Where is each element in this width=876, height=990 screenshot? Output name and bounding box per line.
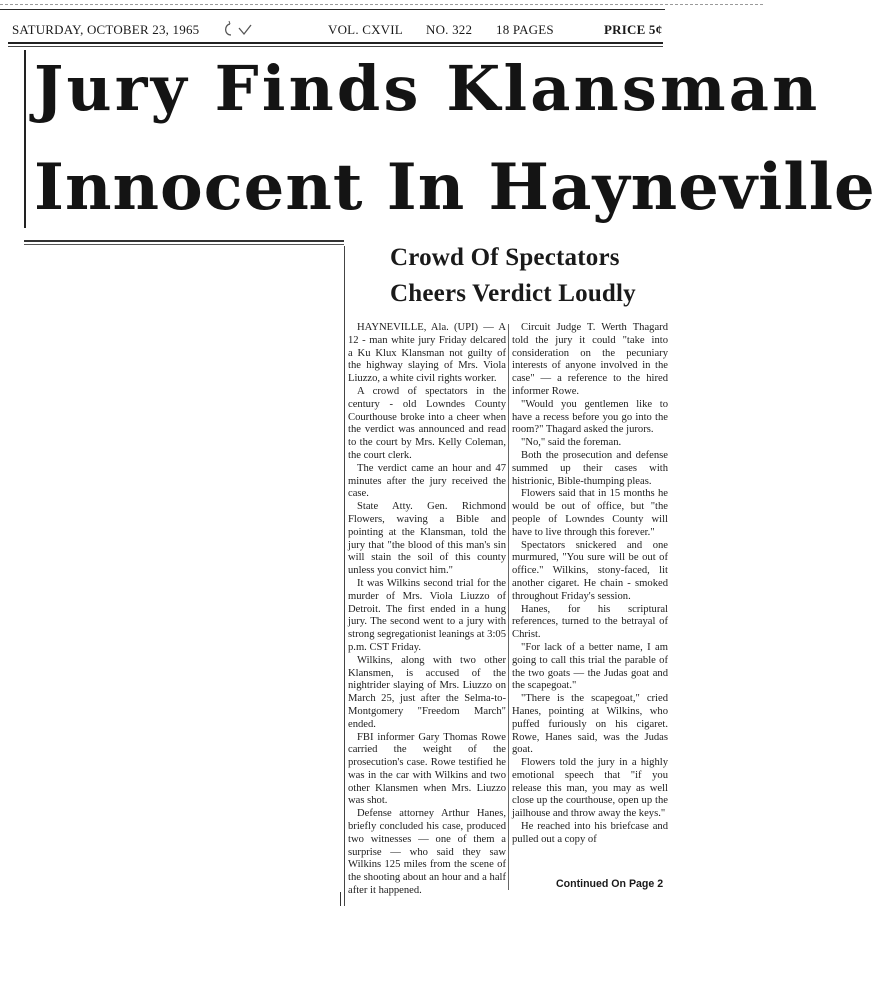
paragraph: He reached into his briefcase and pulled out a copy of — [512, 821, 668, 845]
pen-mark-icon — [221, 20, 259, 40]
volume-number: VOL. CXVIL — [328, 22, 403, 37]
paragraph: Circuit Judge T. Werth Thagard told the jury it could "take into consideration on the pecuniary interests of anyone involved in the case" — a reference to the hired informer Rowe. — [512, 322, 668, 397]
handwritten-mark — [221, 20, 259, 44]
masthead-dateline — [8, 20, 668, 40]
paragraph: Spectators snickered and one murmured, "You sure will be out of office." Wilkins, stony-faced, lit another cigaret. He chain - smoked throughout Friday's session. — [512, 539, 668, 602]
paragraph: Flowers said that in 15 months he would be out of office, but "the people of Lowndes County will have to live through this forever." — [512, 488, 668, 538]
headline-bottom-rule — [24, 240, 344, 242]
paragraph: "There is the scapegoat," cried Hanes, pointing at Wilkins, who puffed furiously on his cigaret. Rowe, Hanes said, was the Judas goat. — [512, 693, 668, 756]
page-count: 18 PAGES — [496, 22, 554, 37]
paragraph: It was Wilkins second trial for the murder of Mrs. Viola Liuzzo of Detroit. The first ended in a hung jury. The second went to a jury with strong segregationist leanings at 3:05 p.m. CST Friday. — [348, 577, 506, 653]
bottom-column-rule — [340, 892, 341, 906]
issue-date: SATURDAY, OCTOBER 23, 1965 — [12, 22, 200, 37]
paragraph: The verdict came an hour and 47 minutes after the jury received the case. — [348, 462, 506, 500]
issue-number: NO. 322 — [426, 22, 473, 37]
paragraph: A crowd of spectators in the century - old Lowndes County Courthouse broke into a cheer when the verdict was announced and read to the court by Mrs. Kelly Coleman, the court clerk. — [348, 385, 506, 461]
dateline-rule — [8, 42, 663, 44]
headline-bottom-rule-thin — [24, 244, 344, 245]
paragraph: Wilkins, along with two other Klansmen, is accused of the nightrider slaying of Mrs. Liuzzo on March 25, just after the Selma-to-Montgomery "Freedom March" ended. — [348, 654, 506, 730]
top-rule-line — [0, 9, 665, 10]
paragraph: Flowers told the jury in a highly emotional speech that "if you release this man, you may as well close up the courthouse, open up the jailhouse and throw away the keys." — [512, 757, 668, 820]
column-left-rule — [344, 246, 345, 906]
paragraph: State Atty. Gen. Richmond Flowers, waving a Bible and pointing at the Klansman, told the jury that "the blood of this man's sin will stain the soil of this county unless you convict him." — [348, 501, 506, 577]
article-column-1 — [348, 322, 506, 898]
paragraph: Hanes, for his scriptural references, turned to the betrayal of Christ. — [512, 603, 668, 641]
subhead-line-2: Cheers Verdict Loudly — [390, 280, 636, 307]
headline-line-1: Jury Finds Klansman — [34, 52, 821, 125]
headline-side-rule — [24, 50, 26, 228]
paragraph: FBI informer Gary Thomas Rowe carried the weight of the prosecution's case. Rowe testified he was in the car with Wilkins and two other Klansmen when Mrs. Liuzzo was shot. — [348, 731, 506, 807]
continued-on-page: Continued On Page 2 — [556, 878, 664, 890]
paragraph: Defense attorney Arthur Hanes, briefly concluded his case, produced two witnesses — one of them a surprise — who said they saw Wilkins 125 miles from the scene of the shooting about an hour and a half after it happened. — [348, 808, 506, 897]
subhead-line-1: Crowd Of Spectators — [390, 244, 620, 271]
paragraph: "For lack of a better name, I am going to call this trial the parable of the two goats — the Judas goat and the scapegoat." — [512, 641, 668, 692]
paragraph: HAYNEVILLE, Ala. (UPI) — A 12 - man white jury Friday delcared a Ku Klux Klansman not guilty of the highway slaying of Mrs. Viola Liuzzo, a white civil rights worker. — [348, 322, 506, 385]
paragraph: Both the prosecution and defense summed up their cases with histrionic, Bible-thumping pleas. — [512, 449, 668, 487]
paragraph: "No," said the foreman. — [521, 437, 622, 449]
paragraph: "Would you gentlemen like to have a recess before you go into the room?" Thagard asked the jurors. — [512, 398, 668, 436]
article-column-2 — [512, 322, 668, 847]
column-divider — [508, 324, 509, 890]
clipping-edge — [0, 4, 763, 5]
issue-price: PRICE 5¢ — [604, 22, 663, 37]
top-border — [0, 0, 763, 14]
headline-line-2: Innocent In Hayneville — [34, 150, 876, 225]
dateline-rule-thin — [8, 46, 663, 47]
